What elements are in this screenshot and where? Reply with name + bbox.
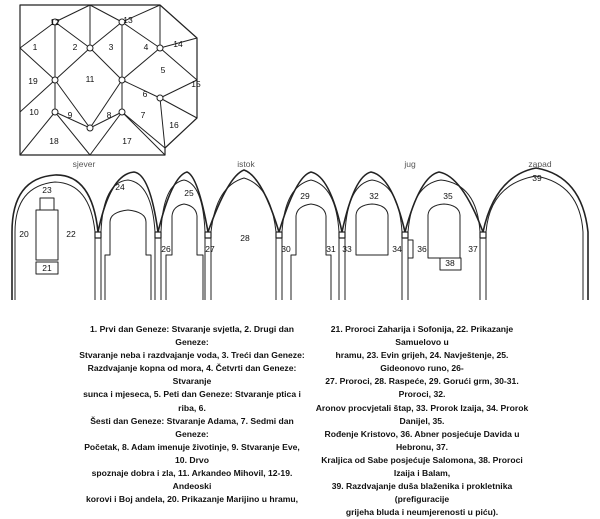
direction-north: sjever bbox=[72, 159, 96, 169]
vault-number-1: 1 bbox=[32, 42, 38, 52]
legend-line: Početak, 8. Adam imenuje životinje, 9. Stvaranje Eve, 10. Drvo bbox=[84, 441, 300, 465]
vault-number-12: 12 bbox=[50, 17, 60, 27]
vault-number-11: 11 bbox=[85, 74, 95, 84]
wall-number-35: 35 bbox=[443, 191, 453, 201]
vault-number-15: 15 bbox=[191, 79, 201, 89]
wall-number-31: 31 bbox=[326, 244, 336, 254]
wall-number-20: 20 bbox=[19, 229, 29, 239]
direction-west: zapad bbox=[528, 159, 552, 169]
legend-line: korovi i Boj andela, 20. Prikazanje Marijino u hramu, bbox=[85, 494, 299, 505]
wall-number-38: 38 bbox=[445, 258, 455, 268]
vault-plan bbox=[20, 5, 197, 155]
wall-number-27: 27 bbox=[205, 244, 215, 254]
wall-number-29: 29 bbox=[300, 191, 310, 201]
wall-number-30: 30 bbox=[281, 244, 291, 254]
legend-line: 21. Proroci Zaharija i Sofonija, 22. Prikazanje Samuelovo u bbox=[330, 324, 514, 348]
vault-number-16: 16 bbox=[169, 120, 179, 130]
legend-line: Kraljica od Sabe posjećuje Salomona, 38. Proroci Izaija i Balam, bbox=[321, 454, 523, 479]
vault-number-8: 8 bbox=[106, 110, 112, 120]
vault-number-18: 18 bbox=[49, 136, 59, 146]
legend-line: Šesti dan Geneze: Stvaranje Adama, 7. Sedmi dan Geneze: bbox=[90, 415, 294, 439]
wall-number-39: 39 bbox=[532, 173, 542, 183]
wall-number-25: 25 bbox=[184, 188, 194, 198]
legend-line: 39. Razdvajanje duša blaženika i prokletnika (prefiguracije bbox=[331, 481, 513, 505]
vault-number-9: 9 bbox=[67, 110, 73, 120]
legend-line: Aronov procvjetali štap, 33. Prorok Izaija, 34. Prorok Danijel, 35. bbox=[315, 402, 529, 426]
wall-number-28: 28 bbox=[240, 233, 250, 243]
pilasters bbox=[95, 232, 486, 238]
wall-number-21: 21 bbox=[42, 263, 52, 273]
legend-line: hramu, 23. Evin grijeh, 24. Navještenje, 25. Gideonovo runo, 26- bbox=[335, 350, 509, 374]
wall-number-24: 24 bbox=[115, 182, 125, 192]
wall-number-22: 22 bbox=[66, 229, 76, 239]
wall-elevation bbox=[12, 168, 588, 300]
wall-number-23: 23 bbox=[42, 185, 52, 195]
legend-line: 1. Prvi dan Geneze: Stvaranje svjetla, 2. Drugi dan Geneze: bbox=[90, 324, 294, 348]
vault-number-14: 14 bbox=[173, 39, 183, 49]
legend-left-column bbox=[78, 323, 306, 506]
legend-line: Razdvajanje kopna od mora, 4. Četvrti dan Geneze: Stvaranje bbox=[87, 363, 297, 387]
legend-line: Rođenje Kristovo, 36. Abner posjećuje Davida u Hebronu, 37. bbox=[324, 428, 520, 452]
legend-line: 27. Proroci, 28. Raspeće, 29. Gorući grm, 30-31. Proroci, 32. bbox=[325, 376, 519, 400]
wall-number-37: 37 bbox=[468, 244, 478, 254]
vault-number-5: 5 bbox=[160, 65, 166, 75]
vault-number-3: 3 bbox=[108, 42, 114, 52]
legend-right-column bbox=[313, 323, 531, 519]
wall-number-34: 34 bbox=[392, 244, 402, 254]
vault-number-13: 13 bbox=[123, 15, 133, 25]
vault-number-19: 19 bbox=[28, 76, 38, 86]
legend-line: sunca i mjeseca, 5. Peti dan Geneze: Stvaranje ptica i riba, 6. bbox=[83, 389, 301, 413]
direction-east: istok bbox=[237, 159, 255, 169]
vault-number-2: 2 bbox=[72, 42, 78, 52]
vault-number-17: 17 bbox=[122, 136, 132, 146]
legend-line: grijeha bluda i neumjerenosti u piću). bbox=[345, 507, 499, 518]
vault-number-7: 7 bbox=[140, 110, 146, 120]
legend-line: spoznaje dobra i zla, 11. Arkandeo Mihovil, 12-19. Andeoski bbox=[91, 468, 293, 492]
wall-number-labels bbox=[19, 173, 542, 273]
vault-number-4: 4 bbox=[143, 42, 149, 52]
vault-outline bbox=[20, 5, 197, 155]
wall-number-32: 32 bbox=[369, 191, 379, 201]
direction-south: jug bbox=[404, 159, 416, 169]
vault-ribs bbox=[20, 5, 197, 155]
wall-number-33: 33 bbox=[342, 244, 352, 254]
legend-line: Stvaranje neba i razdvajanje voda, 3. Treći dan Geneze: bbox=[79, 350, 305, 361]
wall-number-26: 26 bbox=[161, 244, 171, 254]
wall-number-36: 36 bbox=[417, 244, 427, 254]
vault-number-10: 10 bbox=[29, 107, 39, 117]
vault-number-6: 6 bbox=[142, 89, 148, 99]
